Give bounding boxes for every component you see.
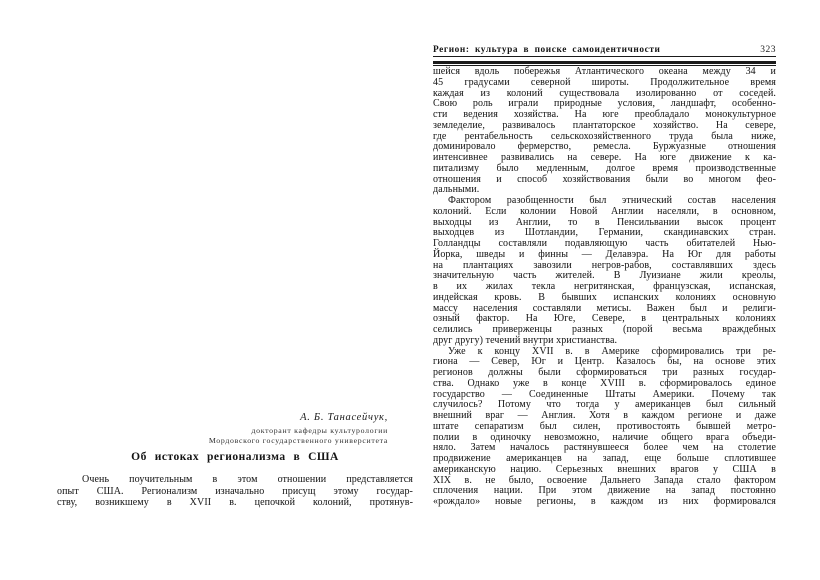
text-line: внешний враг — Англия. Хотя в каждом регионе и даже <box>433 410 776 421</box>
text-line: каждая из колоний существовала изолированно от соседей. <box>433 87 776 99</box>
text-line: Голландцы составляли подавляющую часть обитателей Нью- <box>433 238 776 249</box>
text-line: массу населения составляли метисы. Важен был и религи- <box>433 302 776 314</box>
text-line: озный фактор. На Юге, Севере, в центральных колониях <box>433 313 776 325</box>
text-line: американскую нацию. Серьезных внешних врагов у США в <box>433 463 776 475</box>
text-line: селились приверженцы разных (порой весьма враждебных <box>433 324 776 335</box>
author-affiliation-line-2: Мордовского государственного университета <box>208 436 388 445</box>
running-header-title: Регион: культура в поиске самоидентичности <box>433 45 661 55</box>
text-line: сплочения нации. При этом движение на запад постоянно <box>433 485 776 497</box>
text-line: Уже к концу XVII в. в Америке сформировались три ре- <box>448 345 776 357</box>
text-line: регионов должны были сформироваться три разных государ- <box>433 367 776 378</box>
text-line: сти ведения хозяйства. На юге преобладало монокультурное <box>433 109 776 120</box>
text-line: опыт США. Регионализм изначально присущ этому государ- <box>57 485 413 497</box>
left-page <box>57 0 413 580</box>
text-line: выходцев из Шотландии, Германии, скандинавских стран. <box>433 227 776 239</box>
text-line: штате сепаратизм был силен, противостоять бывшей метро- <box>433 420 776 432</box>
text-line: где рентабельность сельскохозяйственного труда была ниже, <box>433 130 776 142</box>
header-rule-thin <box>433 56 776 57</box>
page-number: 323 <box>760 45 776 55</box>
text-line: 45 градусами северной широты. Продолжительное время <box>433 76 776 88</box>
text-line: выходцы из Англии, то в Пенсильвании высок процент <box>433 216 776 228</box>
text-line: в их жилах текла негритянская, французская, испанская, <box>433 281 776 292</box>
text-line: XIX в. не было, освоение Дальнего Запада стало фактором <box>433 474 776 486</box>
text-line: продвижение американцев на запад, еще больше сплотившее <box>433 453 776 464</box>
text-line: «рождало» новые регионы, в каждом из них формировался <box>433 496 776 507</box>
text-line: Свою роль играли природные условия, ландшафт, особенно- <box>433 98 776 110</box>
text-line: на плантациях завозили негров-рабов, составлявших здесь <box>433 259 776 271</box>
text-line: индейская кровь. В бывших испанских колониях основную <box>433 291 776 303</box>
running-header <box>433 45 776 56</box>
text-line: ству, возникшему в XVII в. цепочкой колоний, протянув- <box>57 497 413 508</box>
text-line: доминировало фермерство, ремесла. Буржуазные отношения <box>433 141 776 153</box>
text-line: интенсивнее развивались на севере. На юге движение к ка- <box>433 152 776 163</box>
header-rule-thick <box>433 61 776 64</box>
right-page-body <box>433 67 776 508</box>
text-line: полии в одиночку невозможно, наличие общего врага объеди- <box>433 431 776 443</box>
text-line: Фактором разобщенности был этнический состав населения <box>448 195 776 206</box>
text-line: колоний. Если колонии Новой Англии населяли, в основном, <box>433 205 776 217</box>
text-line: Очень поучительным в этом отношении представляется <box>82 474 413 485</box>
author-affiliation-line-1: докторант кафедры культурологии <box>251 426 388 435</box>
left-page-body <box>57 474 413 509</box>
author-block <box>57 412 388 446</box>
text-line: няло. Затем началось растянувшееся более чем на столетие <box>433 442 776 454</box>
text-line: ства. Однако уже в конце XVIII в. сформировалось единое <box>433 377 776 389</box>
text-line: государство — Соединенные Штаты Америки. Почему так <box>433 388 776 400</box>
text-line: случилось? Потому что тогда у американцев был сильный <box>433 399 776 411</box>
text-line: гиона — Север, Юг и Центр. Казалось бы, на основе этих <box>433 356 776 368</box>
text-line: шейся вдоль побережья Атлантического океана между 34 и <box>433 66 776 77</box>
text-line: дальными. <box>433 184 480 196</box>
author-name: А. Б. Танасейчук, <box>300 412 388 423</box>
text-line: значительную часть жителей. В Луизиане жили креолы, <box>433 270 776 282</box>
text-line: Йорка, шведы и финны — Делавэра. На Юг для работы <box>433 248 776 260</box>
text-line: друг другу) течений внутри христианства. <box>433 334 618 346</box>
right-page <box>433 0 776 580</box>
article-title: Об истоках регионализма в США <box>131 451 339 463</box>
text-line: земледелие, развивалось плантаторское хозяйство. На севере, <box>433 119 776 131</box>
text-line: питализму было медленным, долгое время производственные <box>433 162 776 174</box>
text-line: отношения и способ хозяйствования были во многом фео- <box>433 173 776 185</box>
